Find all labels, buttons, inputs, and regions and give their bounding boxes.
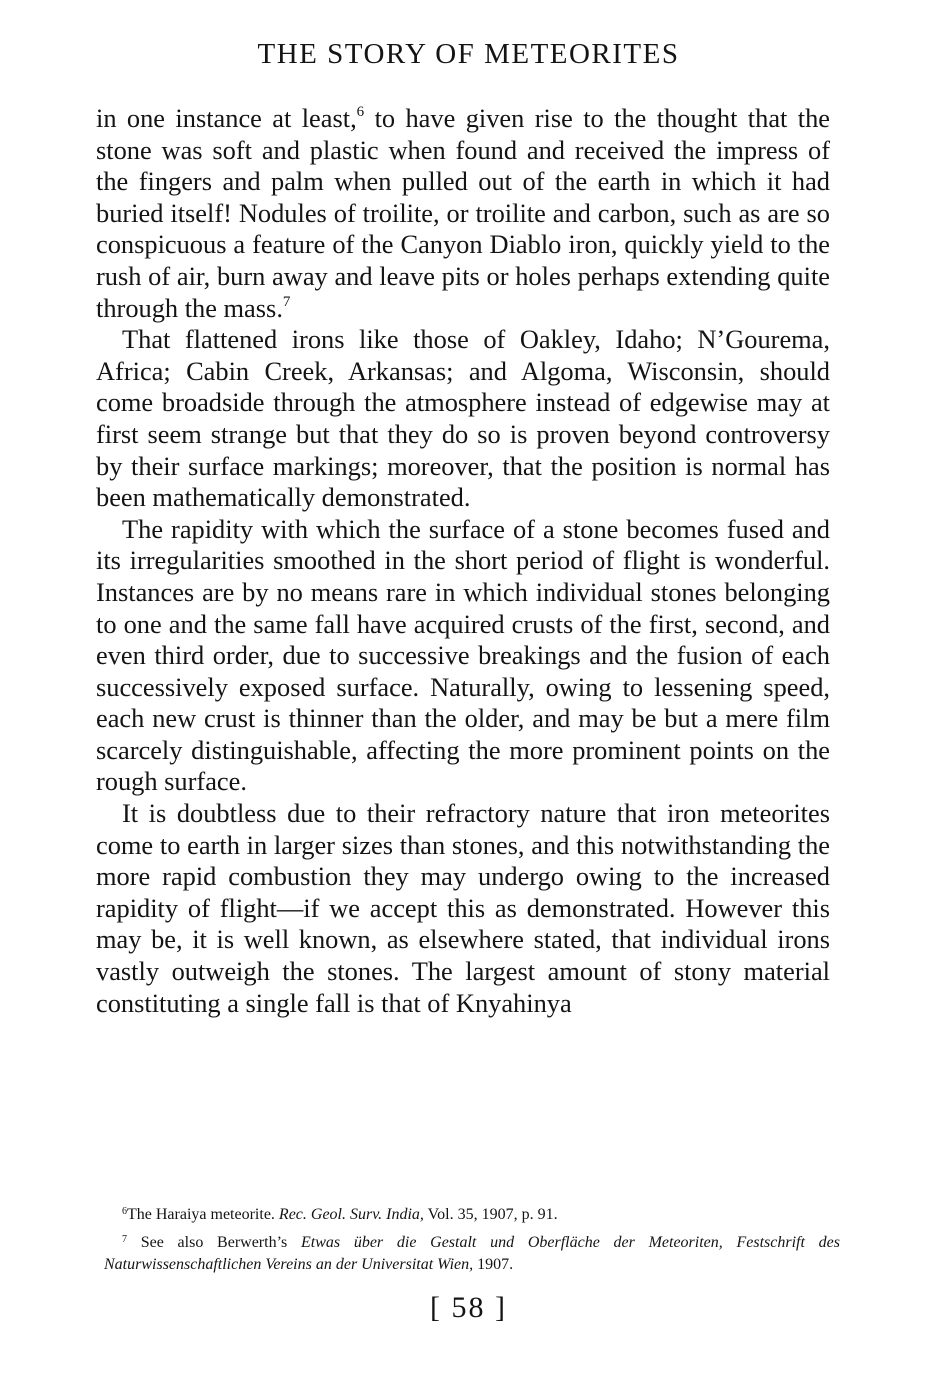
text-run: in one instance at least, [96, 103, 357, 133]
footnote-marker: 7 [122, 1234, 127, 1245]
italic-text: Rec. Geol. Surv. India, [278, 1206, 424, 1223]
paragraph [96, 103, 830, 324]
text-run: That flattened irons like those of Oakley, Idaho; N’Gourema, Africa; Cabin Creek, Arkansas; and Algoma, Wisconsin, should come broadside through the atmosphere instead of edgewise may at first seem strange but that they do so is proven beyond controversy by their surface markings; moreover, that the position is normal has been mathematically demonstrated. [96, 324, 830, 513]
paragraph [96, 514, 830, 798]
footnote [104, 1204, 840, 1226]
running-head: THE STORY OF METEORITES [257, 38, 680, 70]
text-run: The rapidity with which the surface of a stone becomes fused and its irregularities smoothed in the short period of flight is wonderful. Instances are by no means rare in which individual stones belonging to one and the same fall have acquired crusts of the first, second, and even third order, due to successive breakings and the fusion of each successively exposed surface. Naturally, owing to lessening speed, each new crust is thinner than the older, and may be but a mere film scarcely distinguishable, affecting the more prominent points on the rough surface. [96, 513, 830, 797]
paragraph [96, 324, 830, 514]
text-run: 1907. [473, 1256, 514, 1273]
text-run: The Haraiya meteorite. [127, 1206, 279, 1223]
text-run: to have given rise to the thought that the stone was soft and plastic when found and received the impress of the fingers and palm when pulled out of the earth in which it had buried itself! Nodules of troilite, or troilite and carbon, such as are so conspicuous a feature of the Canyon Diablo iron, quickly yield to the rush of air, burn away and leave pits or holes perhaps extending quite through the mass. [96, 103, 830, 323]
footnote-marker: 6 [356, 104, 365, 120]
body-text [96, 103, 830, 1019]
paragraph [96, 798, 830, 1019]
text-run: Vol. 35, 1907, p. 91. [423, 1206, 558, 1223]
footnote [104, 1232, 840, 1276]
footnote-marker: 6 [122, 1206, 127, 1217]
page-number: [ 58 ] [430, 1291, 507, 1324]
text-run: See also Berwerth’s [127, 1234, 301, 1251]
italic-text: Etwas über die Gestalt und Oberfläche der Meteoriten, Festschrift des Naturwissenschaftlichen Vereins an der Universitat Wien, [104, 1234, 840, 1273]
text-run: It is doubtless due to their refractory nature that iron meteorites come to earth in larger sizes than stones, and this notwithstanding the more rapid combustion they may undergo owing to the increased rapidity of flight—if we accept this as demonstrated. However this may be, it is well known, as elsewhere stated, that individual irons vastly outweigh the stones. The largest amount of stony material constituting a single fall is that of Knyahinya [96, 798, 830, 1018]
footnotes [104, 1204, 840, 1276]
footnote-marker: 7 [282, 293, 291, 310]
